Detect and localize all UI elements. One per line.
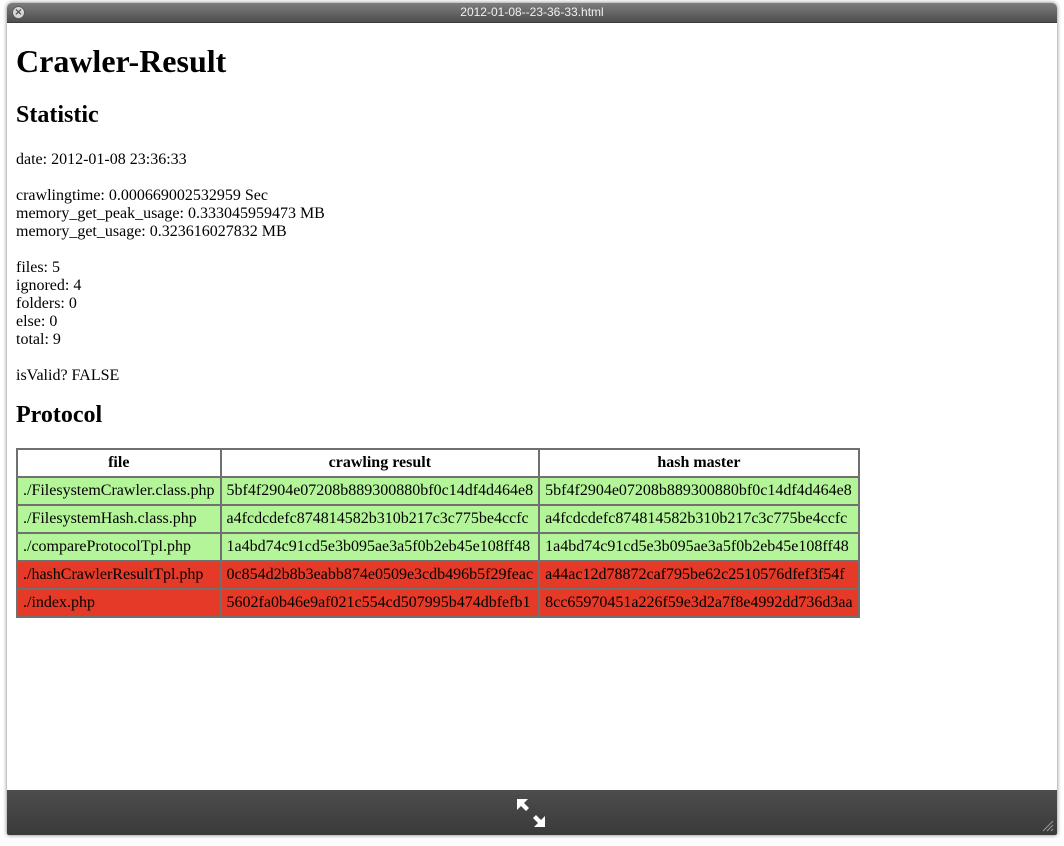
- stat-date: date: 2012-01-08 23:36:33: [16, 151, 187, 168]
- stat-ignored: ignored: 4: [16, 277, 82, 294]
- stat-peak-usage: memory_get_peak_usage: 0.333045959473 MB: [16, 205, 325, 222]
- page-content: [7, 23, 1057, 790]
- stat-folders: folders: 0: [16, 295, 77, 312]
- title-bar[interactable]: [7, 3, 1057, 23]
- stat-crawlingtime: crawlingtime: 0.000669002532959 Sec: [16, 187, 268, 204]
- cell-crawling-result: 0c854d2b8b3eabb874e0509e3cdb496b5f29feac: [221, 561, 540, 589]
- cell-file: ./hashCrawlerResultTpl.php: [17, 561, 221, 589]
- bottom-toolbar: [7, 790, 1057, 835]
- cell-file: ./index.php: [17, 589, 221, 617]
- cell-crawling-result: 5602fa0b46e9af021c554cd507995b474dbfefb1: [221, 589, 540, 617]
- stat-files: files: 5: [16, 259, 60, 276]
- cell-hash-master: 5bf4f2904e07208b889300880bf0c14df4d464e8: [539, 477, 858, 505]
- statistic-heading: Statistic: [16, 102, 99, 128]
- table-header-row: [17, 449, 859, 477]
- protocol-heading: Protocol: [16, 402, 103, 428]
- cell-crawling-result: a4fcdcdefc874814582b310b217c3c775be4ccfc: [221, 505, 540, 533]
- cell-file: ./compareProtocolTpl.php: [17, 533, 221, 561]
- cell-hash-master: a44ac12d78872caf795be62c2510576dfef3f54f: [539, 561, 858, 589]
- table-row: [17, 589, 859, 617]
- viewer-window: [7, 3, 1057, 835]
- cell-hash-master: 1a4bd74c91cd5e3b095ae3a5f0b2eb45e108ff48: [539, 533, 858, 561]
- stat-else: else: 0: [16, 313, 58, 330]
- page-title: Crawler-Result: [16, 43, 227, 79]
- table-row: [17, 533, 859, 561]
- table-row: [17, 477, 859, 505]
- cell-crawling-result: 1a4bd74c91cd5e3b095ae3a5f0b2eb45e108ff48: [221, 533, 540, 561]
- stat-is-valid: isValid? FALSE: [16, 367, 120, 384]
- cell-file: ./FilesystemCrawler.class.php: [17, 477, 221, 505]
- close-icon[interactable]: ×: [12, 6, 25, 19]
- protocol-table: [16, 448, 860, 618]
- window-title: 2012-01-08--23-36-33.html: [460, 5, 604, 19]
- cell-file: ./FilesystemHash.class.php: [17, 505, 221, 533]
- table-row: [17, 505, 859, 533]
- cell-hash-master: 8cc65970451a226f59e3d2a7f8e4992dd736d3aa: [539, 589, 858, 617]
- expand-icon[interactable]: [515, 797, 547, 829]
- header-hash-master: hash master: [539, 449, 858, 477]
- header-crawling-result: crawling result: [221, 449, 540, 477]
- cell-hash-master: a4fcdcdefc874814582b310b217c3c775be4ccfc: [539, 505, 858, 533]
- stat-usage: memory_get_usage: 0.323616027832 MB: [16, 223, 287, 240]
- cell-crawling-result: 5bf4f2904e07208b889300880bf0c14df4d464e8: [221, 477, 540, 505]
- resize-grip-icon[interactable]: [1042, 820, 1054, 832]
- table-row: [17, 561, 859, 589]
- stat-total: total: 9: [16, 331, 61, 348]
- header-file: file: [17, 449, 221, 477]
